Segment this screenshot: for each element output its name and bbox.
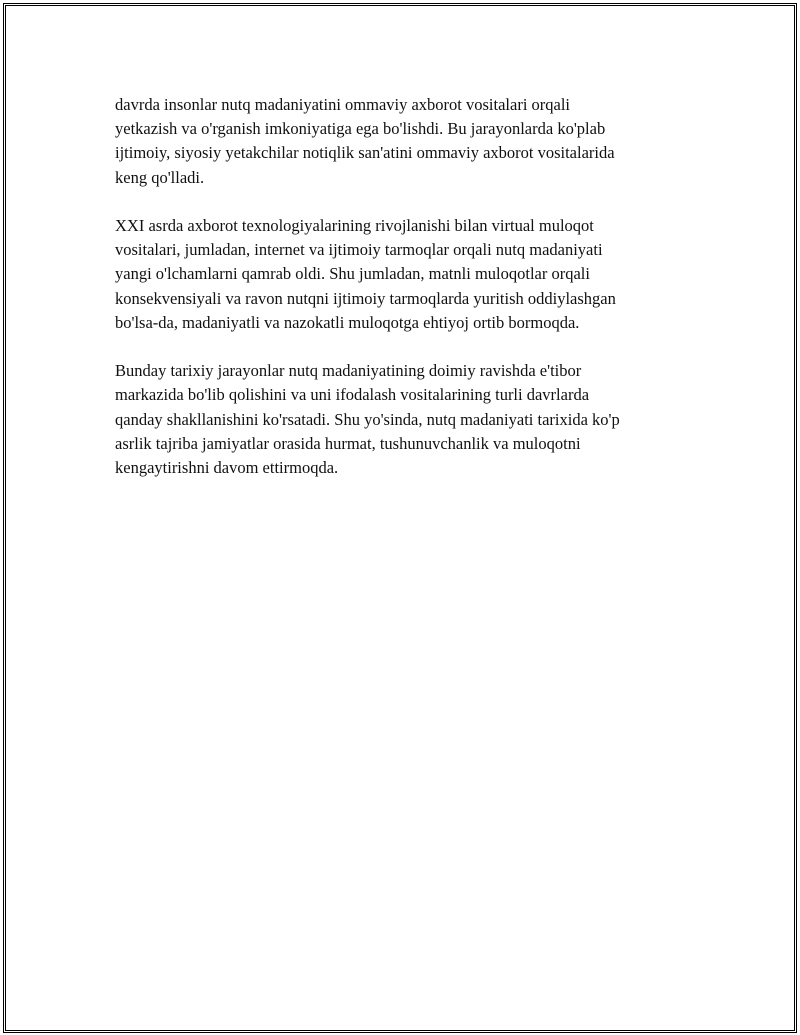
text-line: vositalari, jumladan, internet va ijtimoiy tarmoqlar orqali nutq madaniyati — [115, 240, 603, 260]
text-line: bo'lsa-da, madaniyatli va nazokatli muloqotga ehtiyoj ortib bormoqda. — [115, 312, 580, 332]
text-line: ijtimoiy, siyosiy yetakchilar notiqlik san'atini ommaviy axborot vositalarida — [115, 143, 615, 163]
text-line: yetkazish va o'rganish imkoniyatiga ega bo'lishdi. Bu jarayonlarda ko'plab — [115, 119, 606, 139]
text-line: XXI asrda axborot texnologiyalarining rivojlanishi bilan virtual muloqot — [115, 216, 594, 235]
text-line: asrlik tajriba jamiyatlar orasida hurmat, tushunuvchanlik va muloqotni — [115, 433, 581, 453]
text-line: qanday shakllanishini ko'rsatadi. Shu yo'sinda, nutq madaniyati tarixida ko'p — [115, 409, 620, 429]
paragraph-3 — [115, 359, 695, 480]
text-line: konsekvensiyali va ravon nutqni ijtimoiy tarmoqlarda yuritish oddiylashgan — [115, 288, 616, 308]
text-line: keng qo'lladi. — [115, 167, 205, 187]
text-line: yangi o'lchamlarni qamrab oldi. Shu jumladan, matnli muloqotlar orqali — [115, 264, 590, 284]
text-line: davrda insonlar nutq madaniyatini ommaviy axborot vositalari orqali — [115, 95, 571, 114]
paragraph-2 — [115, 214, 695, 335]
paragraph-1 — [115, 93, 695, 190]
text-line: Bunday tarixiy jarayonlar nutq madaniyatining doimiy ravishda e'tibor — [115, 361, 582, 381]
text-line: kengaytirishni davom ettirmoqda. — [115, 458, 339, 478]
text-line: markazida bo'lib qolishini va uni ifodalash vositalarining turli davrlarda — [115, 385, 590, 405]
document-body — [115, 93, 695, 504]
